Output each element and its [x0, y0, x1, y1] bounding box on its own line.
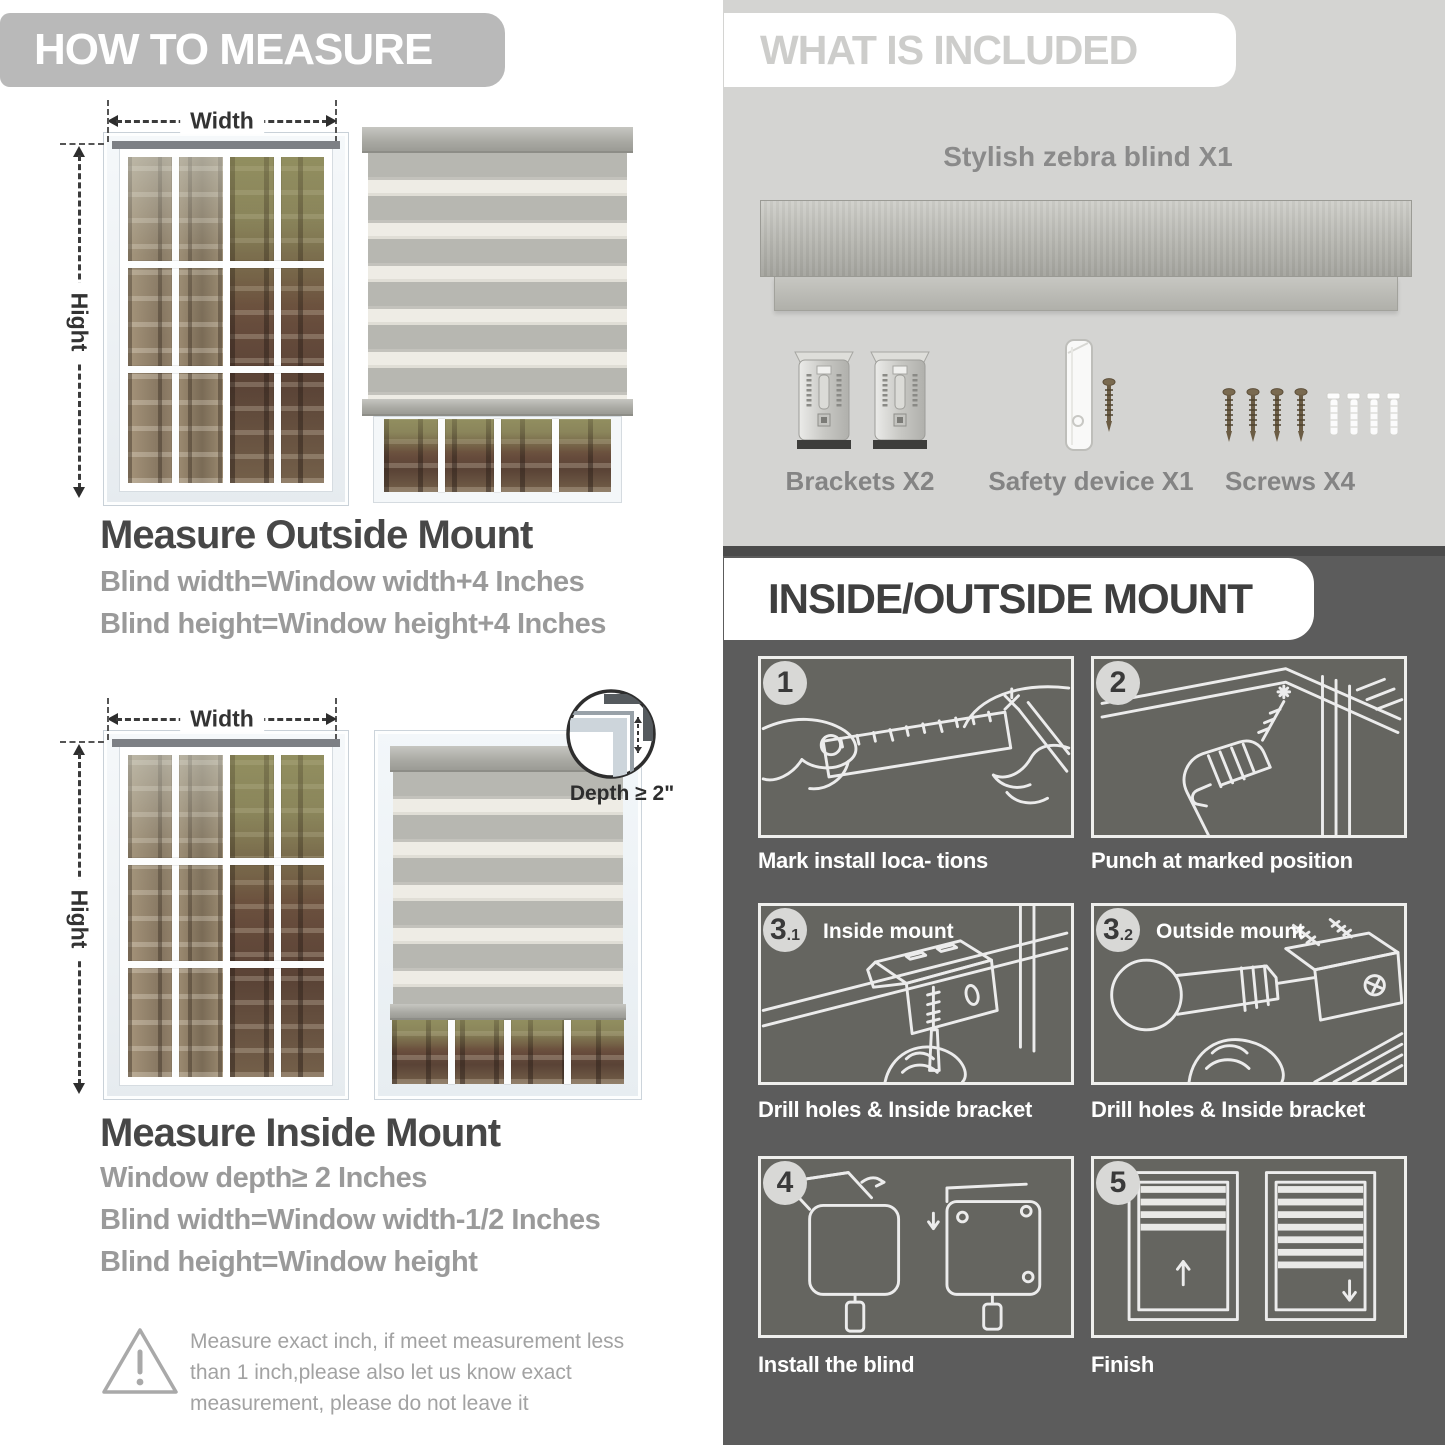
step-1-box	[758, 656, 1074, 838]
step-1-caption: Mark install loca- tions	[758, 848, 988, 873]
step-2-caption: Punch at marked position	[1091, 848, 1353, 873]
step-3-1-caption: Drill holes & Inside bracket	[758, 1097, 1033, 1122]
drill-position-illustration	[1094, 659, 1404, 835]
what-is-included-banner	[724, 13, 1236, 87]
window-illustration-outside	[103, 132, 349, 506]
inside-mount-formula-height: Blind height=Window height	[100, 1246, 478, 1278]
outside-mount-formula-width: Blind width=Window width+4 Inches	[100, 566, 585, 598]
step-5-caption: Finish	[1091, 1352, 1154, 1377]
window-pane-photo	[230, 755, 325, 1077]
outside-mount-formula-height: Blind height=Window height+4 Inches	[100, 608, 606, 640]
depth-label: Depth ≥ 2"	[569, 782, 675, 805]
step-4-box	[758, 1156, 1074, 1338]
height-arrow-inside	[66, 744, 92, 1094]
step-number-badge: 5	[1096, 1161, 1140, 1205]
how-to-measure-title: HOW TO MEASURE	[34, 25, 433, 74]
mark-location-illustration	[761, 659, 1071, 835]
screw-icon	[1222, 388, 1314, 444]
zebra-blind-bottomrail-image	[774, 277, 1398, 311]
step-number-badge: 1	[763, 661, 807, 705]
window-below-blind	[373, 416, 622, 503]
window-illustration-inside	[103, 730, 349, 1100]
window-lintel	[112, 141, 340, 149]
width-arrow-outside	[107, 108, 337, 134]
step-3-2-caption: Drill holes & Inside bracket	[1091, 1097, 1366, 1122]
inside-mount-depth-rule: Window depth≥ 2 Inches	[100, 1162, 427, 1194]
bracket-icon	[792, 344, 856, 458]
window-below-blind	[392, 1020, 624, 1084]
depth-magnifier-icon	[564, 687, 658, 781]
step-number-badge: 3 .1	[763, 908, 807, 952]
step-3-1-box	[758, 903, 1074, 1085]
blind-fabric	[368, 153, 627, 399]
measurement-warning-text: Measure exact inch, if meet measurement less than 1 inch,please also let us know exact measurement, please do not leave it	[190, 1330, 625, 1415]
inside-outside-mount-banner	[724, 558, 1314, 640]
height-label: Hight	[66, 880, 93, 959]
blind-headrail	[362, 127, 633, 153]
window-pane-photo	[128, 755, 223, 1077]
step-2-box	[1091, 656, 1407, 838]
blind-illustration-outside	[362, 127, 633, 503]
height-label: Hight	[66, 283, 93, 362]
wall-anchor-icon	[1326, 392, 1402, 442]
step-number-badge: 3 .2	[1096, 908, 1140, 952]
bracket-icon	[868, 344, 932, 458]
screws-label: Screws X4	[1224, 466, 1356, 496]
zebra-blind-headrail-image	[760, 200, 1412, 277]
inside-mount-title: Measure Inside Mount	[100, 1111, 501, 1155]
width-label: Width	[180, 108, 264, 135]
width-label: Width	[180, 706, 264, 733]
inside-mount-formula-width: Blind width=Window width-1/2 Inches	[100, 1204, 601, 1236]
install-blind-illustration	[761, 1159, 1071, 1335]
step-4-caption: Install the blind	[758, 1352, 915, 1377]
step-3-2-title: Outside mount	[1156, 920, 1305, 943]
blind-bottom-rail	[390, 1004, 626, 1020]
how-to-measure-banner	[0, 13, 505, 87]
brackets-label: Brackets X2	[785, 466, 935, 496]
step-3-1-title: Inside mount	[823, 920, 954, 943]
step-number-badge: 4	[763, 1161, 807, 1205]
safety-device-icon	[1062, 337, 1096, 453]
blind-fabric	[393, 772, 623, 1004]
step-3-2-box	[1091, 903, 1407, 1085]
finish-illustration	[1094, 1159, 1404, 1335]
inside-outside-mount-title: INSIDE/OUTSIDE MOUNT	[768, 575, 1253, 622]
width-arrow-inside	[107, 706, 337, 732]
height-arrow-outside	[66, 146, 92, 498]
outside-mount-title: Measure Outside Mount	[100, 513, 533, 557]
screw-icon	[1102, 378, 1116, 434]
window-pane-photo	[128, 157, 223, 483]
exclamation-triangle-icon	[98, 1322, 182, 1400]
window-pane-photo	[230, 157, 325, 483]
blind-bottom-rail	[362, 399, 633, 416]
included-blind-label: Stylish zebra blind X1	[943, 141, 1233, 172]
step-5-box	[1091, 1156, 1407, 1338]
step-number-badge: 2	[1096, 661, 1140, 705]
safety-device-label: Safety device X1	[988, 466, 1194, 496]
what-is-included-title: WHAT IS INCLUDED	[760, 27, 1138, 73]
